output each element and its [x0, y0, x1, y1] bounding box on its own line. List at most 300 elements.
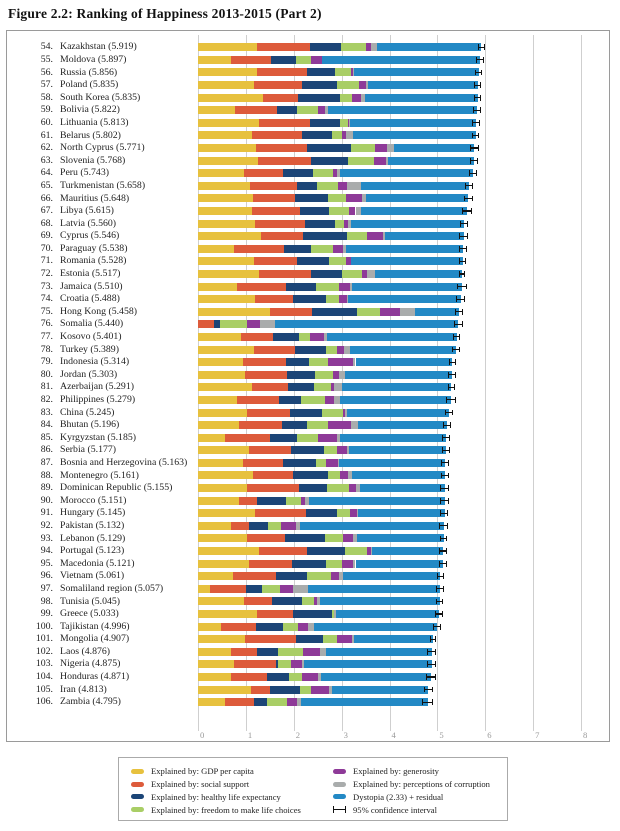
bar-track	[198, 283, 581, 291]
bar-segment-social-support	[234, 660, 276, 668]
bar-segment-dystopia-residual	[340, 396, 451, 404]
bar-segment-healthy-life-expectancy	[297, 182, 318, 190]
bar-segment-social-support	[254, 257, 297, 265]
chart-row	[7, 293, 609, 306]
bar-segment-dystopia-residual	[347, 409, 449, 417]
country-rank: 99.	[40, 608, 53, 620]
bar-segment-generosity	[350, 509, 357, 517]
country-name-score: Latvia (5.560)	[60, 217, 117, 229]
country-rank: 64.	[40, 167, 53, 179]
bar-segment-dystopia-residual	[365, 94, 478, 102]
confidence-interval-bar	[474, 82, 482, 88]
country-label	[7, 93, 198, 103]
chart-row	[7, 180, 609, 193]
bar-segment-freedom	[278, 648, 303, 656]
bar-segment-social-support	[225, 434, 270, 442]
bar-segment-freedom	[327, 484, 350, 492]
bar-segment-social-support	[244, 597, 272, 605]
chart-row	[7, 54, 609, 67]
bar-segment-healthy-life-expectancy	[290, 409, 322, 417]
bar-segment-healthy-life-expectancy	[272, 597, 302, 605]
bar-segment-healthy-life-expectancy	[298, 94, 341, 102]
bar-segment-healthy-life-expectancy	[292, 560, 326, 568]
chart-row	[7, 243, 609, 256]
bar-segment-corruption	[320, 648, 327, 656]
country-label	[7, 294, 198, 304]
bar-segment-gdp	[198, 522, 231, 530]
bar-track	[198, 698, 581, 706]
country-label	[7, 445, 198, 455]
country-label	[7, 546, 198, 556]
chart-row	[7, 381, 609, 394]
legend-label: 95% confidence interval	[353, 804, 437, 815]
country-rank: 73.	[40, 280, 53, 292]
country-rank: 104.	[35, 671, 53, 683]
bar-segment-healthy-life-expectancy	[283, 169, 313, 177]
country-rank: 93.	[40, 532, 53, 544]
bar-segment-healthy-life-expectancy	[300, 207, 329, 215]
bar-track	[198, 220, 581, 228]
country-name-score: Kyrgyzstan (5.185)	[60, 431, 137, 443]
bar-segment-generosity	[337, 346, 344, 354]
chart-row	[7, 142, 609, 155]
bar-segment-social-support	[257, 68, 307, 76]
country-name-score: Portugal (5.123)	[60, 545, 125, 557]
bar-segment-corruption	[347, 182, 361, 190]
country-rank: 74.	[40, 293, 53, 305]
country-rank: 83.	[40, 406, 53, 418]
country-label	[7, 357, 198, 367]
bar-segment-freedom	[309, 358, 328, 366]
chart-row	[7, 79, 609, 92]
country-label	[7, 332, 198, 342]
axis-tick-label: 7	[535, 730, 540, 740]
bar-segment-healthy-life-expectancy	[286, 283, 317, 291]
country-rank: 60.	[40, 116, 53, 128]
chart-row	[7, 368, 609, 381]
bar-segment-freedom	[317, 182, 338, 190]
bar-segment-social-support	[250, 182, 296, 190]
bar-track	[198, 673, 581, 681]
country-name-score: Iran (4.813)	[60, 683, 107, 695]
bar-segment-healthy-life-expectancy	[307, 144, 351, 152]
chart-row	[7, 356, 609, 369]
country-name-score: Serbia (5.177)	[60, 444, 117, 456]
bar-segment-gdp	[198, 371, 245, 379]
bar-segment-social-support	[257, 43, 310, 51]
bar-segment-gdp	[198, 509, 255, 517]
axis-tick-label: 2	[295, 730, 301, 740]
country-label	[7, 80, 198, 90]
country-name-score: Bhutan (5.196)	[60, 419, 120, 431]
country-name-score: Bolivia (5.822)	[60, 104, 120, 116]
bar-segment-social-support	[261, 232, 304, 240]
bar-segment-gdp	[198, 673, 231, 681]
country-name-score: Azerbaijan (5.291)	[60, 381, 134, 393]
bar-segment-social-support	[270, 308, 312, 316]
country-rank: 56.	[40, 66, 53, 78]
bar-segment-healthy-life-expectancy	[305, 220, 335, 228]
country-label	[7, 559, 198, 569]
legend-item-corruption	[333, 778, 490, 791]
country-rank: 54.	[40, 41, 53, 53]
bar-segment-freedom	[345, 547, 367, 555]
bar-track	[198, 471, 581, 479]
country-name-score: Paraguay (5.538)	[60, 242, 128, 254]
country-rank: 106.	[35, 696, 53, 708]
bar-segment-gdp	[198, 396, 237, 404]
bar-track	[198, 43, 581, 51]
bar-segment-freedom	[289, 673, 302, 681]
bar-segment-generosity	[352, 94, 361, 102]
bar-segment-dystopia-residual	[375, 270, 462, 278]
legend-swatch-gdp	[131, 769, 144, 774]
bar-segment-dystopia-residual	[358, 421, 447, 429]
bar-segment-freedom	[332, 131, 342, 139]
bar-segment-healthy-life-expectancy	[277, 106, 297, 114]
confidence-interval-bar	[436, 586, 445, 592]
bar-segment-dystopia-residual	[360, 484, 445, 492]
bar-segment-freedom	[337, 81, 359, 89]
confidence-interval-bar	[442, 447, 450, 453]
confidence-interval-bar	[469, 170, 477, 176]
x-axis	[198, 730, 588, 743]
bar-track	[198, 648, 581, 656]
country-rank: 67.	[40, 205, 53, 217]
bar-segment-gdp	[198, 610, 257, 618]
country-name-score: Mongolia (4.907)	[60, 633, 130, 645]
chart-row	[7, 545, 609, 558]
bar-segment-dystopia-residual	[372, 547, 443, 555]
bar-track	[198, 585, 581, 593]
bar-segment-freedom	[297, 434, 318, 442]
legend-swatch-dystopia-residual	[333, 794, 346, 799]
bar-segment-gdp	[198, 383, 252, 391]
country-rank: 81.	[40, 381, 53, 393]
confidence-interval-bar	[470, 158, 478, 164]
legend-item-confidence-interval	[333, 803, 490, 816]
country-name-score: Laos (4.876)	[60, 645, 111, 657]
chart-row	[7, 532, 609, 545]
bar-segment-healthy-life-expectancy	[257, 648, 278, 656]
country-label	[7, 634, 198, 644]
bar-segment-dystopia-residual	[332, 686, 428, 694]
bar-segment-social-support	[254, 346, 296, 354]
bar-segment-social-support	[247, 409, 290, 417]
bar-segment-freedom	[297, 106, 319, 114]
country-name-score: Tajikistan (4.996)	[60, 620, 130, 632]
confidence-interval-bar	[427, 661, 437, 667]
legend-swatch-healthy-life-expectancy	[131, 794, 144, 799]
bar-segment-dystopia-residual	[348, 295, 461, 303]
country-rank: 76.	[40, 318, 53, 330]
bar-segment-social-support	[198, 320, 214, 328]
bar-segment-dystopia-residual	[354, 68, 478, 76]
chart-row	[7, 570, 609, 583]
bar-segment-gdp	[198, 333, 241, 341]
axis-tick-label: 1	[247, 730, 253, 740]
chart-row	[7, 230, 609, 243]
country-name-score: China (5.245)	[60, 406, 115, 418]
legend-swatch-corruption	[333, 782, 346, 787]
country-name-score: Lebanon (5.129)	[60, 532, 126, 544]
country-rank: 66.	[40, 192, 53, 204]
bar-segment-freedom	[301, 396, 324, 404]
bar-track	[198, 534, 581, 542]
country-label	[7, 647, 198, 657]
country-label	[7, 622, 198, 632]
bar-track	[198, 597, 581, 605]
confidence-interval-bar	[446, 397, 456, 403]
country-name-score: Macedonia (5.121)	[60, 557, 135, 569]
legend-swatch-social-support	[131, 782, 144, 787]
axis-tick-label: 8	[583, 730, 588, 740]
confidence-interval-bar	[452, 347, 461, 353]
bar-segment-dystopia-residual	[336, 610, 438, 618]
confidence-interval-bar	[424, 687, 434, 693]
country-rank: 82.	[40, 394, 53, 406]
legend-item-social-support	[131, 778, 301, 791]
country-label	[7, 685, 198, 695]
bar-segment-gdp	[198, 421, 239, 429]
chart-row	[7, 129, 609, 142]
legend-item-healthy-life-expectancy	[131, 791, 301, 804]
country-label	[7, 55, 198, 65]
country-label	[7, 131, 198, 141]
country-label	[7, 194, 198, 204]
country-label	[7, 395, 198, 405]
country-name-score: Honduras (4.871)	[60, 671, 130, 683]
bar-segment-social-support	[253, 194, 295, 202]
bar-segment-freedom	[316, 283, 339, 291]
bar-track	[198, 119, 581, 127]
country-label	[7, 458, 198, 468]
figure-title: Figure 2.2: Ranking of Happiness 2013-2015 (Part 2)	[8, 6, 322, 21]
bar-segment-dystopia-residual	[342, 383, 451, 391]
bar-segment-generosity	[247, 320, 260, 328]
bar-segment-dystopia-residual	[340, 169, 473, 177]
bar-segment-gdp	[198, 257, 254, 265]
bar-segment-gdp	[198, 232, 261, 240]
country-label	[7, 433, 198, 443]
bar-segment-freedom	[340, 94, 352, 102]
bar-segment-generosity	[333, 245, 343, 253]
bar-track	[198, 610, 581, 618]
bar-segment-generosity	[325, 396, 335, 404]
bar-segment-dystopia-residual	[340, 434, 446, 442]
bar-segment-healthy-life-expectancy	[287, 371, 316, 379]
confidence-interval-bar	[435, 611, 443, 617]
bar-segment-social-support	[231, 648, 257, 656]
bar-segment-gdp	[198, 446, 249, 454]
bar-segment-freedom	[340, 119, 349, 127]
bar-segment-dystopia-residual	[301, 698, 428, 706]
bar-segment-social-support	[237, 396, 279, 404]
bar-track	[198, 446, 581, 454]
confidence-interval-bar	[440, 536, 448, 542]
bar-segment-dystopia-residual	[304, 660, 432, 668]
bar-segment-freedom	[335, 220, 344, 228]
country-rank: 98.	[40, 595, 53, 607]
legend-item-generosity	[333, 765, 490, 778]
bar-segment-freedom	[351, 144, 374, 152]
bar-segment-generosity	[367, 232, 383, 240]
bar-track	[198, 572, 581, 580]
bar-segment-social-support	[243, 459, 283, 467]
bar-segment-gdp	[198, 157, 258, 165]
chart-row	[7, 318, 609, 331]
bar-segment-dystopia-residual	[366, 194, 469, 202]
bar-segment-social-support	[245, 371, 286, 379]
country-label	[7, 345, 198, 355]
bar-segment-generosity	[281, 522, 296, 530]
country-name-score: Somaliland region (5.057)	[60, 582, 164, 594]
legend-item-gdp	[131, 765, 301, 778]
confidence-interval-bar	[433, 624, 441, 630]
bar-segment-healthy-life-expectancy	[299, 484, 327, 492]
bar-track	[198, 144, 581, 152]
bar-segment-social-support	[253, 471, 294, 479]
bar-segment-healthy-life-expectancy	[282, 421, 306, 429]
bar-segment-freedom	[328, 471, 340, 479]
country-label	[7, 496, 198, 506]
bar-segment-freedom	[311, 245, 332, 253]
chart-row	[7, 192, 609, 205]
bar-segment-generosity	[331, 572, 340, 580]
bar-segment-healthy-life-expectancy	[307, 547, 345, 555]
country-rank: 62.	[40, 142, 53, 154]
bar-segment-freedom	[325, 534, 343, 542]
bar-segment-generosity	[280, 585, 293, 593]
bar-segment-healthy-life-expectancy	[254, 698, 266, 706]
bar-track	[198, 409, 581, 417]
bar-segment-generosity	[340, 471, 348, 479]
bar-segment-gdp	[198, 635, 245, 643]
bar-segment-social-support	[256, 144, 307, 152]
bar-segment-healthy-life-expectancy	[257, 497, 286, 505]
bar-segment-social-support	[210, 585, 246, 593]
bar-segment-freedom	[278, 660, 291, 668]
bar-segment-healthy-life-expectancy	[307, 68, 335, 76]
bar-segment-gdp	[198, 497, 239, 505]
bar-segment-gdp	[198, 434, 225, 442]
country-name-score: Russia (5.856)	[60, 66, 118, 78]
bar-segment-gdp	[198, 194, 253, 202]
country-rank: 100.	[35, 620, 53, 632]
country-rank: 101.	[35, 633, 53, 645]
country-name-score: Morocco (5.151)	[60, 494, 127, 506]
bar-segment-freedom	[326, 560, 342, 568]
country-name-score: Vietnam (5.061)	[60, 570, 125, 582]
country-name-score: Kazakhstan (5.919)	[60, 41, 137, 53]
bar-segment-social-support	[263, 94, 297, 102]
confidence-interval-bar	[470, 145, 479, 151]
bar-segment-healthy-life-expectancy	[295, 346, 326, 354]
country-rank: 57.	[40, 79, 53, 91]
country-rank: 79.	[40, 356, 53, 368]
bar-segment-dystopia-residual	[345, 371, 451, 379]
bar-segment-freedom	[337, 509, 349, 517]
legend-label: Explained by: GDP per capita	[151, 766, 254, 777]
bar-track	[198, 308, 581, 316]
bar-segment-gdp	[198, 660, 234, 668]
bar-track	[198, 547, 581, 555]
country-rank: 105.	[35, 683, 53, 695]
bar-segment-generosity	[328, 421, 351, 429]
bar-track	[198, 207, 581, 215]
axis-tick-label: 6	[487, 730, 492, 740]
chart-row	[7, 104, 609, 117]
bar-segment-healthy-life-expectancy	[276, 572, 308, 580]
chart-row	[7, 507, 609, 520]
bar-track	[198, 497, 581, 505]
bar-segment-gdp	[198, 409, 247, 417]
bar-segment-generosity	[349, 207, 356, 215]
country-rank: 97.	[40, 582, 53, 594]
legend-label: Explained by: freedom to make life choices	[151, 804, 301, 815]
bar-segment-healthy-life-expectancy	[312, 308, 357, 316]
bar-segment-gdp	[198, 698, 225, 706]
country-name-score: Kosovo (5.401)	[60, 331, 122, 343]
bar-segment-dystopia-residual	[352, 283, 462, 291]
bar-track	[198, 434, 581, 442]
confidence-interval-bar	[441, 473, 449, 479]
chart-row	[7, 217, 609, 230]
bar-segment-gdp	[198, 220, 255, 228]
bar-segment-dystopia-residual	[352, 471, 445, 479]
bar-segment-dystopia-residual	[327, 333, 457, 341]
chart-row	[7, 91, 609, 104]
legend-swatch-generosity	[333, 769, 346, 774]
bar-segment-social-support	[237, 283, 286, 291]
country-label	[7, 68, 198, 78]
bar-segment-freedom	[283, 623, 297, 631]
bar-segment-gdp	[198, 572, 233, 580]
chart-row	[7, 205, 609, 218]
confidence-interval-bar	[453, 334, 461, 340]
bar-segment-corruption	[351, 421, 358, 429]
country-name-score: Zambia (4.795)	[60, 696, 121, 708]
bar-segment-social-support	[259, 270, 312, 278]
confidence-interval-bar	[449, 359, 457, 365]
chart-area	[6, 30, 610, 742]
country-rank: 95.	[40, 557, 53, 569]
bar-segment-freedom	[341, 43, 366, 51]
chart-row	[7, 494, 609, 507]
chart-row	[7, 469, 609, 482]
country-name-score: Croatia (5.488)	[60, 293, 120, 305]
country-name-score: Mauritius (5.648)	[60, 192, 130, 204]
legend-column-right	[333, 765, 490, 816]
bar-segment-freedom	[267, 698, 287, 706]
bar-track	[198, 346, 581, 354]
bar-segment-gdp	[198, 144, 256, 152]
bar-segment-dystopia-residual	[358, 509, 445, 517]
bar-segment-dystopia-residual	[351, 257, 463, 265]
confidence-interval-bar	[476, 57, 484, 63]
bar-track	[198, 81, 581, 89]
chart-row	[7, 444, 609, 457]
bar-segment-social-support	[241, 333, 273, 341]
bar-segment-gdp	[198, 270, 259, 278]
bar-segment-gdp	[198, 623, 221, 631]
confidence-interval-bar	[478, 44, 486, 50]
country-rank: 65.	[40, 179, 53, 191]
bar-segment-healthy-life-expectancy	[273, 333, 299, 341]
country-rank: 77.	[40, 331, 53, 343]
bar-segment-generosity	[337, 635, 352, 643]
bar-segment-dystopia-residual	[321, 673, 432, 681]
